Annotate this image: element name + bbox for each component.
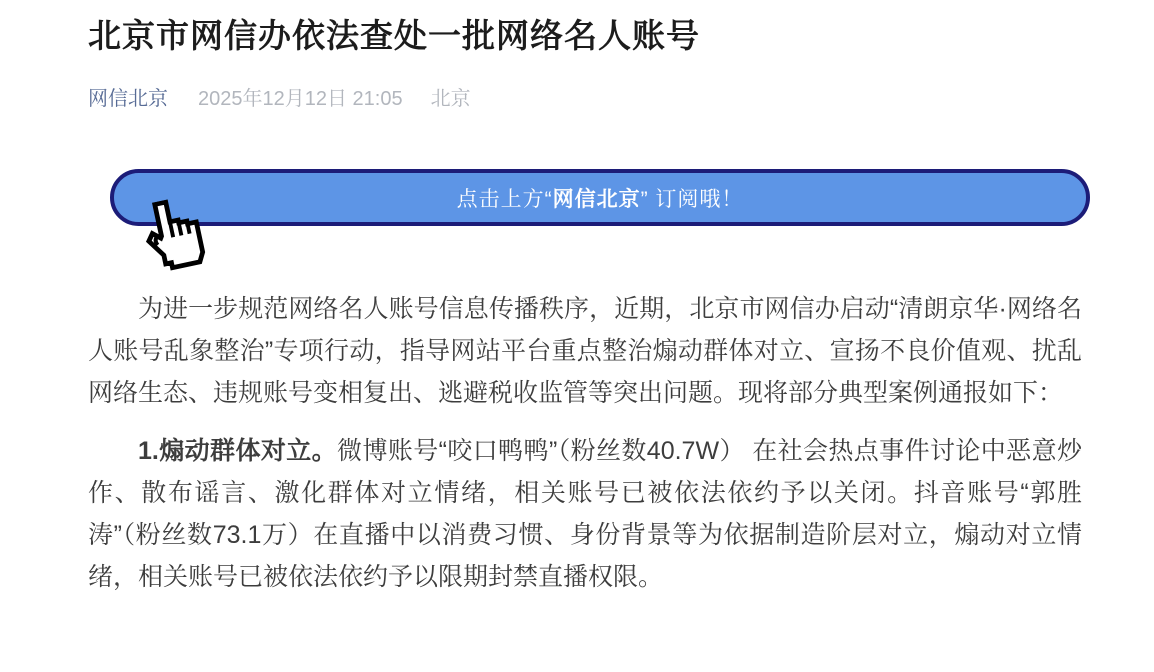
paragraph-2	[88, 430, 1082, 598]
publish-location: 北京	[430, 88, 471, 110]
article-body	[88, 288, 1082, 598]
subscribe-banner-wrap	[110, 169, 1090, 226]
paragraph-2-text: 微博账号“咬口鸭鸭”（粉丝数40.7W） 在社会热点事件讨论中恶意炒作、散布谣言、激化群体对立情绪，相关账号已被依法依约予以关闭。抖音账号“郭胜涛”（粉丝数73.1万）在直播中以消费习惯、身份背景等为依据制造阶层对立，煽动对立情绪，相关账号已被依法依约予以限期封禁直播权限。	[88, 437, 1082, 591]
account-name-link[interactable]: 网信北京	[88, 88, 168, 110]
banner-text-suffix: ” 订阅哦！	[640, 187, 744, 211]
article-page	[88, 0, 1082, 614]
subscribe-banner-button[interactable]	[110, 169, 1090, 226]
paragraph-1-text: 为进一步规范网络名人账号信息传播秩序，近期，北京市网信办启动“清朗京华·网络名人账号乱象整治”专项行动，指导网站平台重点整治煽动群体对立、宣扬不良价值观、扰乱网络生态、违规账号变相复出、逃避税收监管等突出问题。现将部分典型案例通报如下：	[88, 295, 1082, 407]
publish-datetime: 2025年12月12日 21:05	[198, 88, 403, 110]
banner-text-prefix: 点击上方“	[456, 187, 553, 211]
paragraph-2-lead: 1.煽动群体对立。	[138, 437, 338, 465]
page-title: 北京市网信办依法查处一批网络名人账号	[88, 17, 700, 54]
banner-text-account: 网信北京	[552, 187, 641, 211]
byline	[88, 82, 1082, 111]
paragraph-1	[88, 288, 1082, 414]
